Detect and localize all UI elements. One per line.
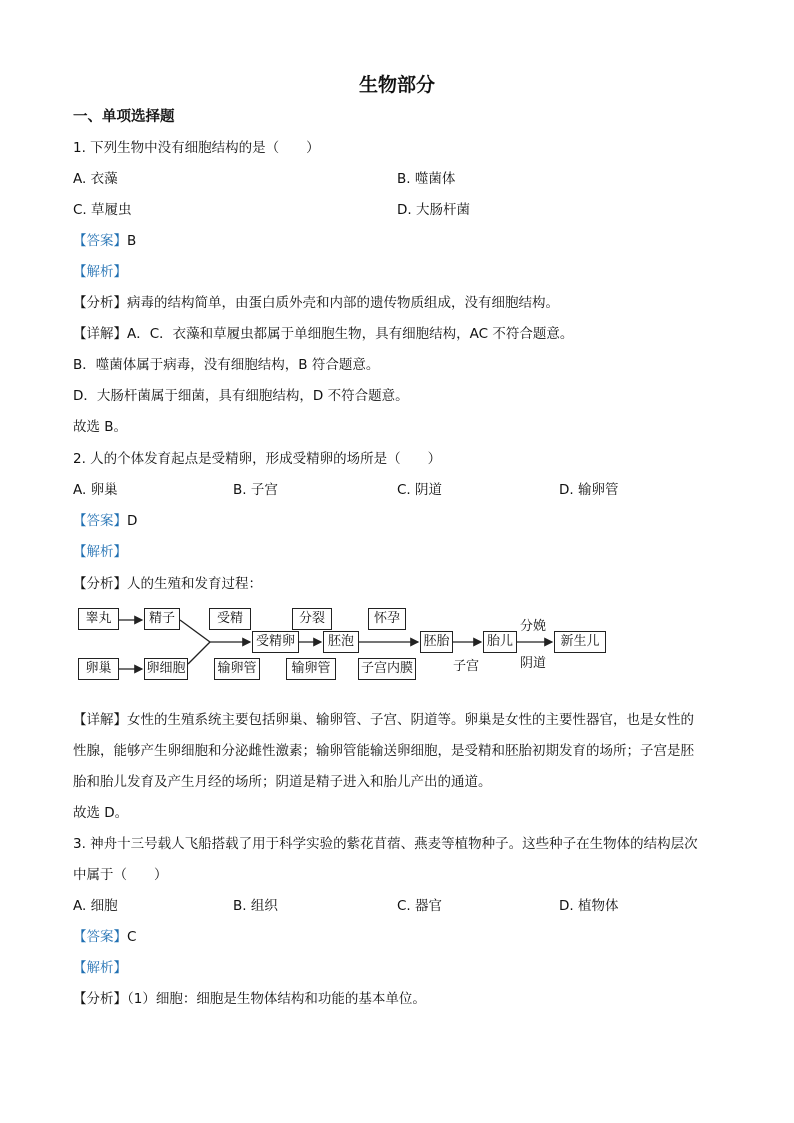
q2-analysis-tag: 【解析】: [73, 544, 127, 560]
q1-option-a: A. 衣藻: [73, 171, 118, 187]
answer-value: D: [127, 513, 138, 529]
q2-stem: 2. 人的个体发育起点是受精卵，形成受精卵的场所是（ ）: [73, 451, 442, 467]
page-title: 生物部分: [358, 74, 435, 96]
box-testis: 睾丸: [78, 608, 119, 630]
box-oviduct-2: 输卵管: [286, 658, 336, 680]
box-fertilize: 受精: [209, 608, 251, 630]
section-heading: 一、单项选择题: [73, 109, 175, 125]
xiangjie-text: 女性的生殖系统主要包括卵巢、输卵管、子宫、阴道等。卵巢是女性的主要性器官，也是女性的: [127, 712, 694, 728]
q2-answer: [73, 509, 137, 529]
fenxi-tag: 【分析】: [73, 295, 127, 311]
reproduction-flow-diagram: [76, 604, 616, 684]
label-delivery: 分娩: [520, 619, 547, 634]
box-sperm: 精子: [144, 608, 180, 630]
q1-analysis-tag: 【解析】: [73, 264, 127, 280]
answer-value: B: [127, 233, 137, 249]
fenxi-text: 病毒的结构简单，由蛋白质外壳和内部的遗传物质组成，没有细胞结构。: [127, 295, 559, 311]
box-ovary: 卵巢: [78, 658, 119, 680]
q2-fenxi: [73, 572, 262, 592]
answer-tag: 【答案】: [73, 513, 127, 529]
line-sperm-merge: [180, 620, 210, 642]
q1-option-c: C. 草履虫: [73, 202, 132, 218]
box-pregnancy: 怀孕: [368, 608, 406, 630]
q1-option-d: D. 大肠杆菌: [397, 202, 470, 218]
fenxi-tag: 【分析】: [73, 576, 127, 592]
q2-xiangjie-2: 性腺，能够产生卵细胞和分泌雌性激素；输卵管能输送卵细胞，是受精和胚胎初期发育的场所；子宫是胚: [73, 743, 694, 759]
fenxi-text: （1）细胞：细胞是生物体结构和功能的基本单位。: [127, 991, 426, 1007]
q3-option-c: C. 器官: [397, 898, 443, 914]
box-newborn: 新生儿: [554, 631, 606, 653]
q1-line-d: D．大肠杆菌属于细菌，具有细胞结构，D 不符合题意。: [73, 388, 409, 404]
q3-answer: [73, 925, 136, 945]
box-endometrium: 子宫内膜: [358, 658, 416, 680]
xiangjie-tag: 【详解】: [73, 326, 127, 342]
q2-option-d: D. 输卵管: [559, 482, 619, 498]
answer-tag: 【答案】: [73, 233, 127, 249]
box-blastocyst: 胚泡: [323, 631, 359, 653]
q1-stem: 1. 下列生物中没有细胞结构的是（ ）: [73, 140, 320, 156]
q2-xiangjie-3: 胎和胎儿发育及产生月经的场所；阴道是精子进入和胎儿产出的通道。: [73, 774, 492, 790]
fenxi-text: 人的生殖和发育过程：: [127, 576, 262, 592]
q1-option-b: B. 噬菌体: [397, 171, 456, 187]
box-zygote: 受精卵: [252, 631, 299, 653]
box-oviduct-1: 输卵管: [214, 658, 260, 680]
q3-analysis-tag: 【解析】: [73, 960, 127, 976]
fenxi-tag: 【分析】: [73, 991, 127, 1007]
box-division: 分裂: [292, 608, 332, 630]
q2-option-b: B. 子宫: [233, 482, 278, 498]
xiangjie-tag: 【详解】: [73, 712, 127, 728]
q1-conclusion: 故选 B。: [73, 419, 128, 435]
answer-value: C: [127, 929, 137, 945]
q3-option-d: D. 植物体: [559, 898, 619, 914]
q2-option-c: C. 阴道: [397, 482, 443, 498]
q3-option-b: B. 组织: [233, 898, 278, 914]
q3-option-a: A. 细胞: [73, 898, 118, 914]
q1-answer: [73, 229, 136, 249]
q1-fenxi: [73, 291, 559, 311]
q3-stem-1: 3. 神舟十三号载人飞船搭载了用于科学实验的紫花苜蓿、燕麦等植物种子。这些种子在生物体的结构层次: [73, 836, 698, 852]
label-vagina: 阴道: [520, 656, 547, 671]
q3-fenxi: [73, 987, 426, 1007]
box-egg: 卵细胞: [144, 658, 188, 680]
xiangjie-text: A．C．衣藻和草履虫都属于单细胞生物，具有细胞结构，AC 不符合题意。: [127, 326, 574, 342]
q2-xiangjie-1: [73, 708, 694, 728]
answer-tag: 【答案】: [73, 929, 127, 945]
q1-xiangjie: [73, 322, 573, 342]
q2-option-a: A. 卵巢: [73, 482, 118, 498]
q2-conclusion: 故选 D。: [73, 805, 129, 821]
box-fetus: 胎儿: [483, 631, 517, 653]
q3-stem-2: 中属于（ ）: [73, 867, 168, 883]
label-uterus: 子宫: [453, 659, 480, 674]
q1-line-b: B．噬菌体属于病毒，没有细胞结构，B 符合题意。: [73, 357, 380, 373]
box-embryo: 胚胎: [420, 631, 453, 653]
line-egg-merge: [188, 642, 210, 664]
